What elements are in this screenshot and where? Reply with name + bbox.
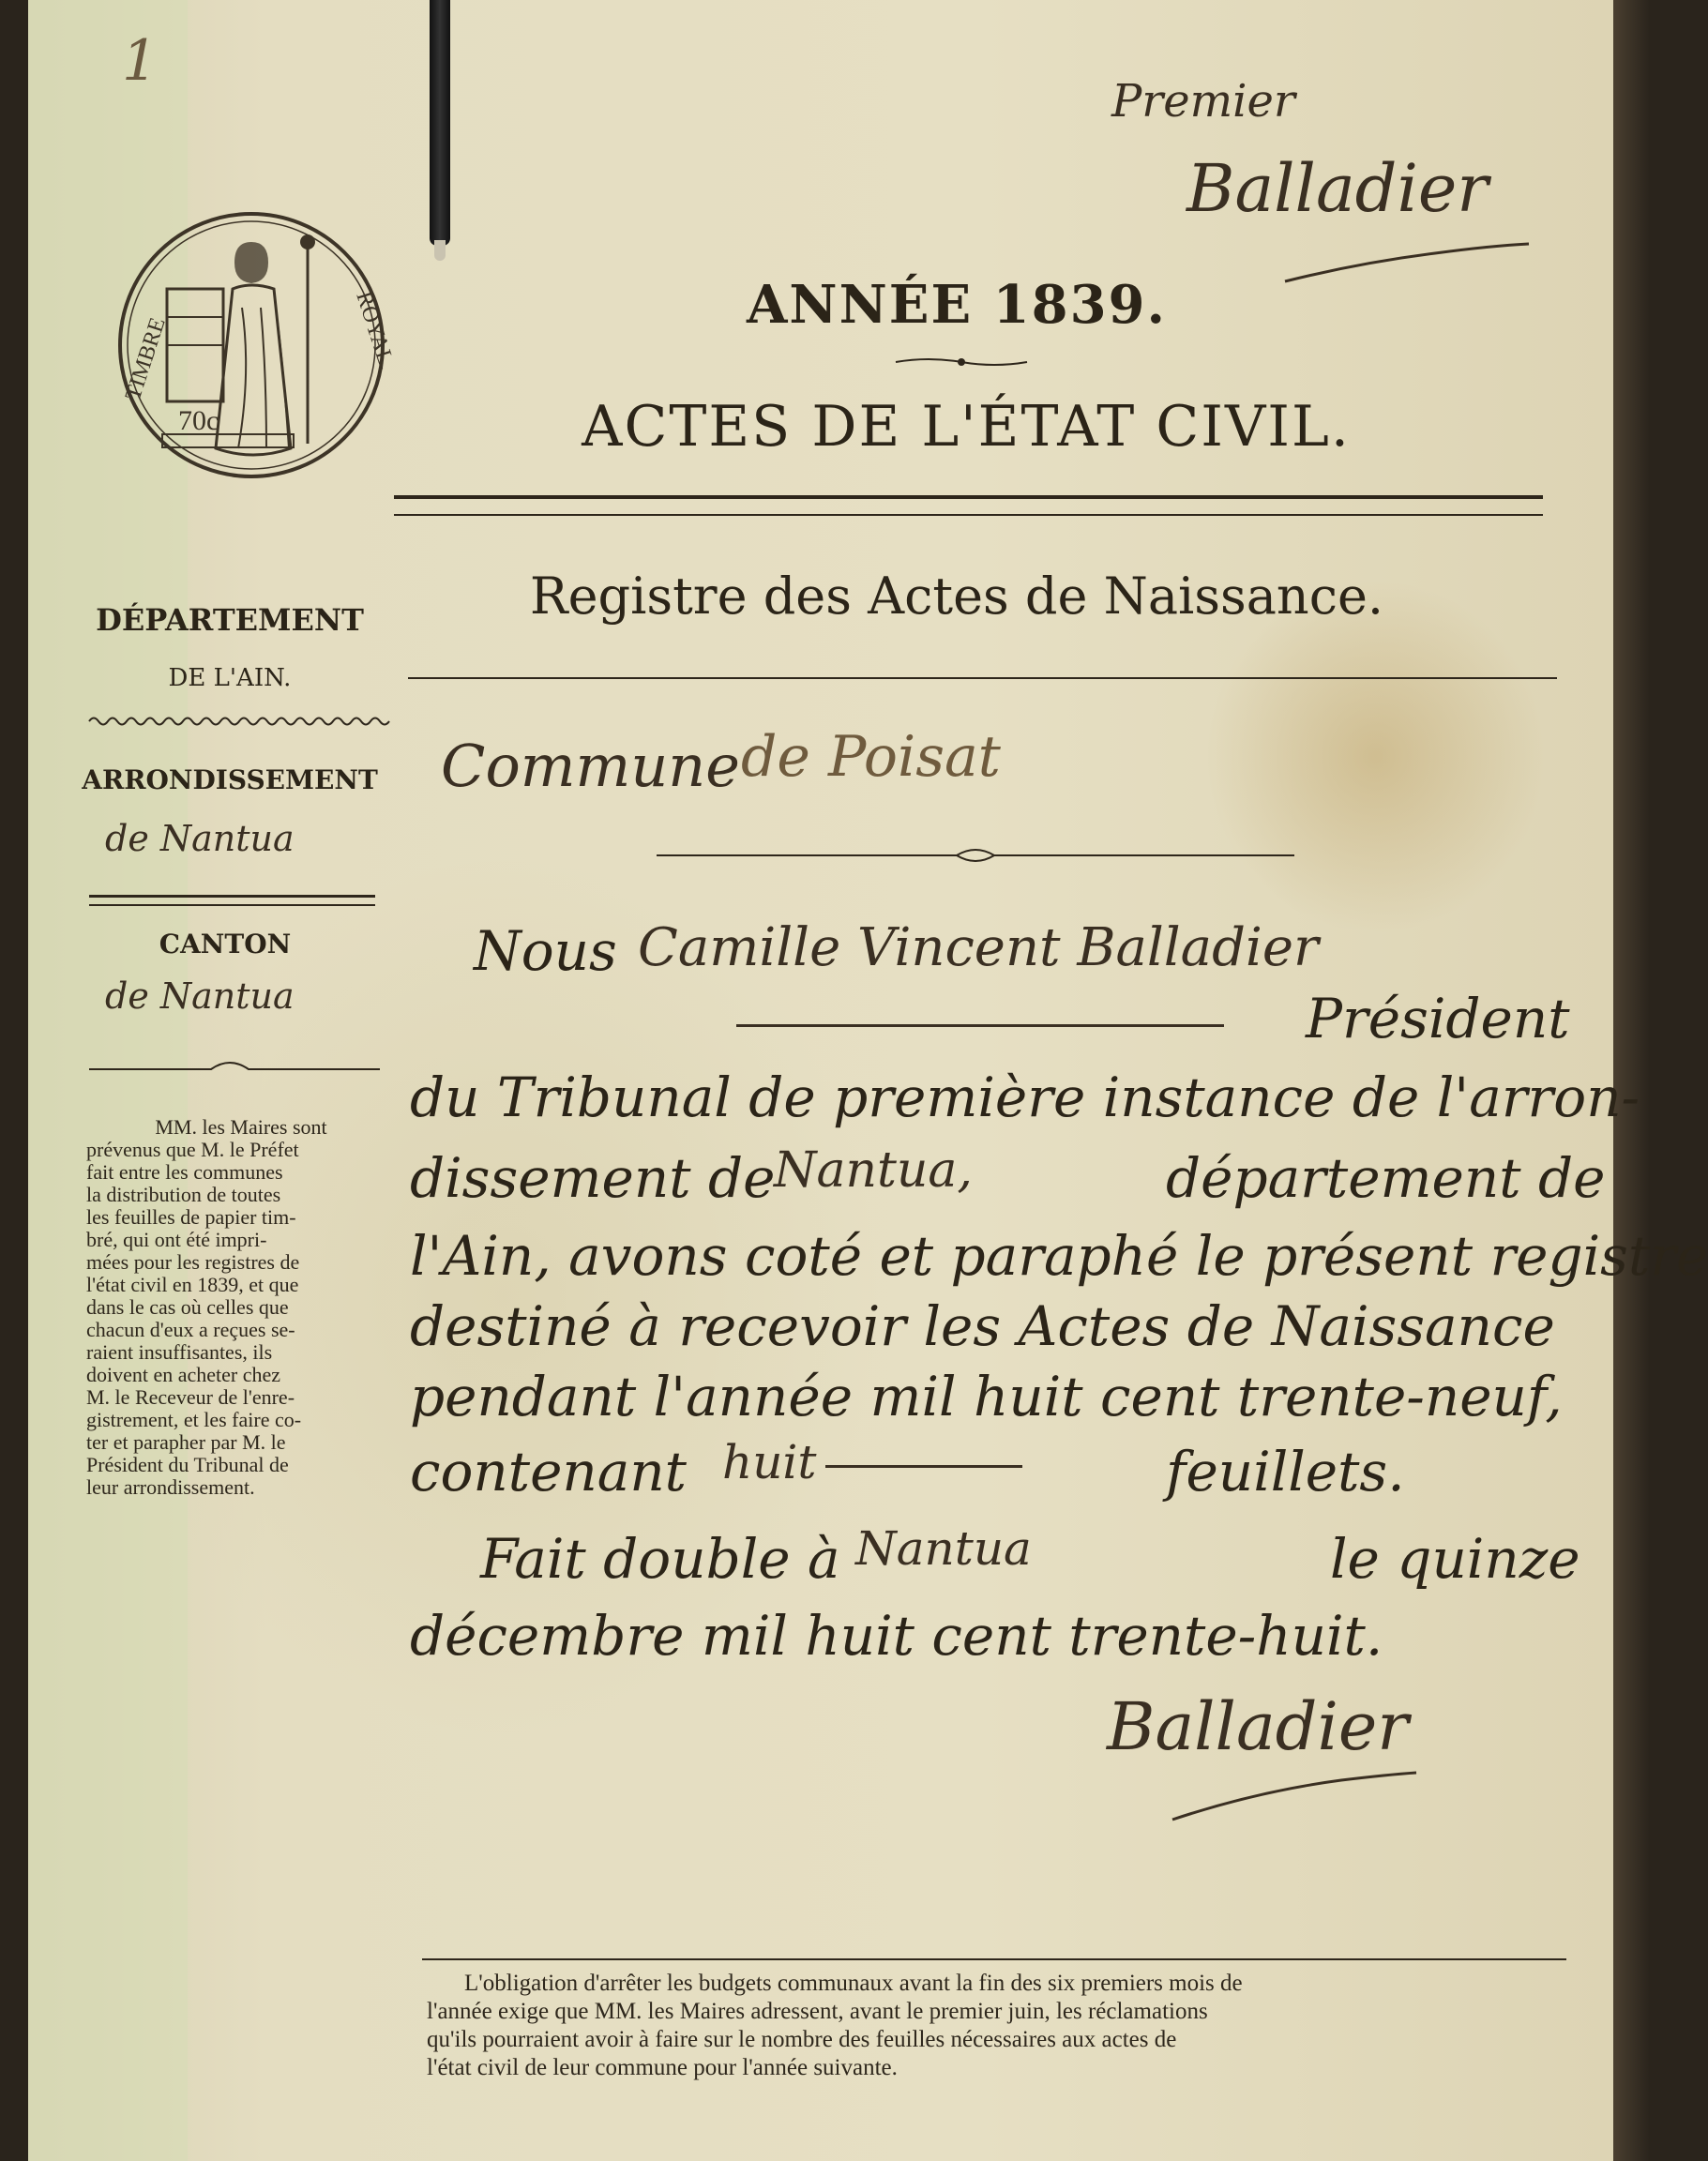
title-rule-thick (394, 495, 1543, 499)
signature-flourish-top (1276, 225, 1557, 300)
commune-ornament-rule (657, 844, 1294, 867)
body-line-2b: département de (1166, 1146, 1606, 1210)
stamp-label-timbre: TIMBRE (120, 314, 171, 403)
notice-line: raient insuffisantes, ils (86, 1340, 273, 1364)
handwritten-premier: Premier (1111, 75, 1295, 128)
notice-line: mées pour les registres de (86, 1250, 300, 1274)
ornament-divider (896, 355, 1027, 370)
sidebar-rule-1 (89, 895, 375, 898)
sidebar-wavy-rule (89, 715, 389, 728)
body-president-name-handwritten: Camille Vincent Balladier (638, 917, 1319, 978)
body-line-7b: le quinze (1330, 1527, 1580, 1591)
notice-line: chacun d'eux a reçues se- (86, 1318, 295, 1341)
body-line-5: pendant l'année mil huit cent trente-neuf, (410, 1365, 1563, 1428)
body-line-7a: Fait double à (480, 1527, 840, 1591)
commune-handwritten: de Poisat (741, 724, 1001, 790)
name-underline (736, 1024, 1224, 1027)
body-line-3: l'Ain, avons coté et paraphé le présent registre (410, 1224, 1708, 1288)
footer-line: l'état civil de leur commune pour l'année suivante. (427, 2055, 898, 2080)
page-title: ACTES DE L'ÉTAT CIVIL. (582, 394, 1351, 460)
royal-stamp-seal (111, 204, 400, 486)
footer-line: l'année exige que MM. les Maires adressent, avant le premier juin, les réclamations (427, 1999, 1208, 2024)
body-nous: Nous (474, 919, 617, 983)
title-rule-thin (394, 514, 1543, 516)
notice-line: l'état civil en 1839, et que (86, 1273, 299, 1296)
notice-line: les feuilles de papier tim- (86, 1205, 296, 1229)
body-president: Président (1306, 987, 1570, 1050)
body-line-1: du Tribunal de première instance de l'arron- (410, 1065, 1640, 1129)
pen-tip (434, 240, 446, 261)
notice-line: dans le cas où celles que (86, 1295, 289, 1319)
body-arrondissement-handwritten: Nantua, (774, 1142, 973, 1199)
pen (430, 0, 450, 246)
departement-value: DE L'AIN. (168, 664, 292, 692)
footer-line: L'obligation d'arrêter les budgets communaux avant la fin des six premiers mois de (464, 1971, 1243, 1996)
arrondissement-label: ARRONDISSEMENT (82, 764, 378, 795)
commune-label: Commune (441, 732, 740, 800)
notice-line: prévenus que M. le Préfet (86, 1138, 299, 1161)
footer-notice (427, 1970, 1566, 2082)
notice-line: ter et parapher par M. le (86, 1430, 286, 1454)
notice-line: doivent en acheter chez (86, 1363, 281, 1386)
leaf-count-line (825, 1465, 1022, 1468)
signature-flourish-bottom (1163, 1763, 1426, 1829)
notice-line: leur arrondissement. (86, 1475, 255, 1499)
signature-bottom: Balladier (1107, 1688, 1409, 1765)
footer-rule (422, 1958, 1566, 1960)
canton-handwritten: de Nantua (105, 975, 295, 1017)
notice-line: gistrement, et les faire co- (86, 1408, 302, 1431)
body-line-2a: dissement de (410, 1146, 776, 1210)
corner-page-mark: 1 (122, 28, 159, 94)
year-heading: ANNÉE 1839. (746, 274, 1168, 336)
stamp-value: 70c (178, 405, 219, 436)
body-line-4: destiné à recevoir les Actes de Naissance (410, 1294, 1555, 1358)
body-leaf-count-handwritten: huit (722, 1435, 817, 1489)
notice-line: fait entre les communes (86, 1160, 283, 1184)
notice-line: bré, qui ont été impri- (86, 1228, 267, 1251)
register-rule (408, 677, 1557, 679)
notice-line: la distribution de toutes (86, 1183, 281, 1206)
footer-line: qu'ils pourraient avoir à faire sur le nombre des feuilles nécessaires aux actes de (427, 2027, 1177, 2052)
handwritten-signature-top: Balladier (1187, 150, 1489, 227)
sidebar-ornament (89, 1056, 380, 1079)
arrondissement-handwritten: de Nantua (105, 818, 295, 859)
stamp-label-royal: ROYAL. (351, 288, 400, 373)
sidebar-notice (86, 1116, 396, 1499)
notice-line: Président du Tribunal de (86, 1453, 289, 1476)
body-line-8: décembre mil huit cent trente-huit. (410, 1604, 1383, 1668)
notice-line: M. le Receveur de l'enre- (86, 1385, 295, 1409)
register-subtitle: Registre des Actes de Naissance. (529, 567, 1384, 626)
canton-label: CANTON (159, 929, 292, 960)
departement-label: DÉPARTEMENT (96, 602, 364, 638)
notice-line: MM. les Maires sont (155, 1115, 327, 1139)
body-place-handwritten: Nantua (855, 1521, 1032, 1576)
body-line-6b: feuillets. (1166, 1440, 1405, 1504)
sidebar-rule-2 (89, 904, 375, 906)
body-line-6a: contenant (410, 1440, 687, 1504)
